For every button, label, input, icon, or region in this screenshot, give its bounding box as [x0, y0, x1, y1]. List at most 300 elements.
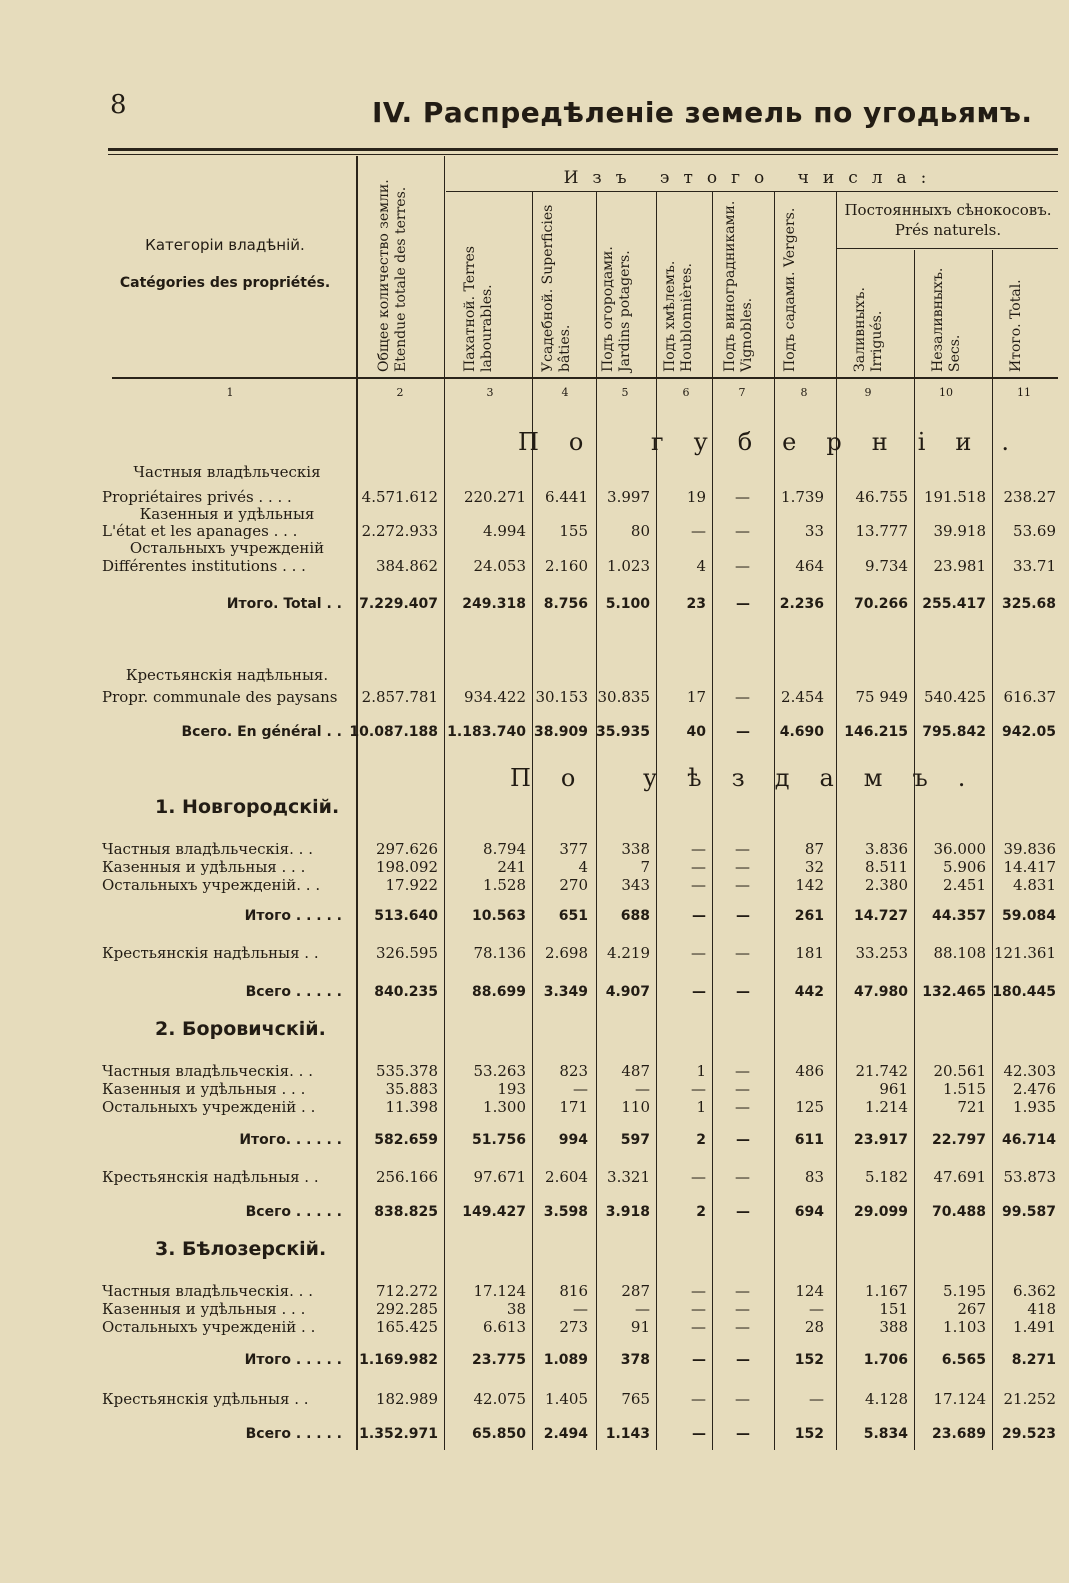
gubernia-row-3-label-0: Итого. Total . . — [226, 596, 342, 612]
district-2-row-5-label: Всего . . . . . — [245, 1204, 342, 1220]
gubernia-row-2-col-9: 9.734 — [865, 557, 908, 575]
district-2-row-1-col-3: 193 — [497, 1080, 526, 1098]
column-header-5: Подъ огородами. Jardins potagers. — [600, 246, 633, 372]
district-2-row-4-col-9: 5.182 — [865, 1168, 908, 1186]
district-3-row-3-col-3: 23.775 — [471, 1352, 526, 1368]
district-3-row-1-col-10: 267 — [957, 1300, 986, 1318]
column-rule-5 — [656, 192, 657, 1450]
district-1-row-3-col-8: 261 — [794, 908, 824, 924]
district-3-row-5-col-8: 152 — [794, 1426, 824, 1442]
district-2-row-1-col-7: — — [735, 1080, 750, 1098]
district-1-row-3-col-2: 513.640 — [374, 908, 438, 924]
district-3-row-4-col-3: 42.075 — [473, 1390, 526, 1408]
category-header-fr: Catégories des propriétés. — [119, 275, 331, 291]
district-3-row-4-col-5: 765 — [621, 1390, 650, 1408]
district-2-row-0-col-8: 486 — [795, 1062, 824, 1080]
column-header-4: Усадебной. Superficies bâties. — [540, 204, 573, 372]
district-3-row-5-col-9: 5.834 — [863, 1426, 908, 1442]
district-1-row-4-col-7: — — [735, 944, 750, 962]
column-rule-7 — [774, 192, 775, 1450]
district-1-row-2-col-4: 270 — [559, 876, 588, 894]
gubernia-row-2-col-5: 1.023 — [607, 557, 650, 575]
gubernia-row-1-col-9: 13.777 — [855, 522, 908, 540]
column-number-8: 8 — [800, 386, 808, 399]
district-2-row-3-col-3: 51.756 — [471, 1132, 526, 1148]
district-3-row-2-col-6: — — [691, 1318, 706, 1336]
column-number-1: 1 — [226, 386, 234, 399]
gubernia-row-2-col-11: 33.71 — [1013, 557, 1056, 575]
district-2-row-2-col-8: 125 — [795, 1098, 824, 1116]
district-1-row-2-col-3: 1.528 — [483, 876, 526, 894]
district-1-row-1-col-4: 4 — [578, 858, 588, 876]
district-3-row-1-col-2: 292.285 — [375, 1300, 438, 1318]
column-rule-4 — [596, 192, 597, 1450]
district-2-row-4-col-3: 97.671 — [473, 1168, 526, 1186]
district-2-row-0-col-11: 42.303 — [1003, 1062, 1056, 1080]
district-2-row-1-col-2: 35.883 — [385, 1080, 438, 1098]
district-3-row-3-col-7: — — [736, 1352, 750, 1368]
column-number-3: 3 — [486, 386, 494, 399]
gubernia-row-0-col-10: 191.518 — [923, 488, 986, 506]
gubernia-row-1-label-0: Казенныя и удѣльныя — [139, 505, 315, 523]
district-1-row-3-col-4: 651 — [558, 908, 588, 924]
district-3-row-5-col-3: 65.850 — [471, 1426, 526, 1442]
gubernia-row-1-col-3: 4.994 — [483, 522, 526, 540]
category-header-ru: Категоріи владѣній. — [145, 236, 305, 254]
district-3-row-5-col-11: 29.523 — [1001, 1426, 1056, 1442]
district-2-row-3-col-9: 23.917 — [853, 1132, 908, 1148]
district-1-row-1-col-11: 14.417 — [1003, 858, 1056, 876]
district-1-row-0-col-4: 377 — [559, 840, 588, 858]
district-2-row-2-col-6: 1 — [696, 1098, 706, 1116]
district-2-row-3-label: Итого. . . . . . — [239, 1132, 342, 1148]
column-rule-head — [444, 156, 445, 192]
gubernia-row-5-col-6: 40 — [686, 724, 706, 740]
column-rule-3 — [532, 192, 533, 1450]
meadows-header — [836, 200, 1060, 240]
district-2-row-2-col-7: — — [735, 1098, 750, 1116]
district-2-row-4-col-11: 53.873 — [1003, 1168, 1056, 1186]
gubernia-row-0-col-2: 4.571.612 — [361, 488, 438, 506]
district-3-row-0-label: Частныя владѣльческія. . . — [102, 1282, 313, 1300]
gubernia-row-3-col-6: 23 — [686, 596, 706, 612]
gubernia-row-1-col-5: 80 — [630, 522, 650, 540]
column-number-9: 9 — [864, 386, 872, 399]
gubernia-row-2-col-6: 4 — [696, 557, 706, 575]
district-2-row-4-col-8: 83 — [804, 1168, 824, 1186]
district-1-row-5-col-8: 442 — [794, 984, 824, 1000]
gubernia-row-2-col-8: 464 — [795, 557, 824, 575]
district-2-row-1-col-9: 961 — [879, 1080, 908, 1098]
district-2-row-2-col-11: 1.935 — [1013, 1098, 1056, 1116]
district-2-row-3-col-8: 611 — [794, 1132, 824, 1148]
district-1-row-0-label: Частныя владѣльческія. . . — [102, 840, 313, 858]
district-2-row-4-col-7: — — [735, 1168, 750, 1186]
district-1-row-5-col-4: 3.349 — [543, 984, 588, 1000]
district-3-row-5-label: Всего . . . . . — [245, 1426, 342, 1442]
column-header-9: Заливныхъ. Irrigués. — [852, 287, 885, 372]
district-2-row-1-col-11: 2.476 — [1013, 1080, 1056, 1098]
gubernia-row-4-col-6: 17 — [686, 688, 706, 706]
district-3-row-2-col-5: 91 — [630, 1318, 650, 1336]
district-3-row-0-col-2: 712.272 — [375, 1282, 438, 1300]
district-1-row-2-col-6: — — [691, 876, 706, 894]
district-1-row-3-label: Итого . . . . . — [244, 908, 342, 924]
gubernia-row-4-label-0: Крестьянскія надѣльныя. — [125, 666, 329, 684]
district-3-row-0-col-6: — — [691, 1282, 706, 1300]
district-3-row-3-col-5: 378 — [620, 1352, 650, 1368]
gubernia-row-5-col-10: 795.842 — [922, 724, 986, 740]
district-1-row-5-col-7: — — [736, 984, 750, 1000]
district-1-row-0-col-6: — — [691, 840, 706, 858]
gubernia-row-2-col-4: 2.160 — [545, 557, 588, 575]
gubernia-row-4-col-11: 616.37 — [1003, 688, 1056, 706]
district-3-row-2-col-2: 165.425 — [375, 1318, 438, 1336]
gubernia-row-5-label-0: Всего. En général . . — [181, 724, 342, 740]
district-1-row-2-label: Остальныхъ учрежденій. . . — [102, 876, 321, 894]
gubernia-row-5-col-5: 35.935 — [595, 724, 650, 740]
district-2-row-2-col-10: 721 — [957, 1098, 986, 1116]
district-2-row-0-col-10: 20.561 — [933, 1062, 986, 1080]
column-header-6: Подъ хмѣлемъ. Houblonnières. — [662, 260, 695, 372]
district-3-row-0-col-3: 17.124 — [473, 1282, 526, 1300]
district-3-row-4-col-8: — — [809, 1390, 824, 1408]
district-3-row-2-col-11: 1.491 — [1013, 1318, 1056, 1336]
district-1-row-4-col-4: 2.698 — [545, 944, 588, 962]
gubernia-row-2-label-0: Остальныхъ учрежденій — [129, 539, 325, 557]
district-1-row-2-col-2: 17.922 — [385, 876, 438, 894]
district-2-row-3-col-7: — — [736, 1132, 750, 1148]
district-2-row-5-col-2: 838.825 — [374, 1204, 438, 1220]
district-name-3: 3. Бѣлозерскій. — [155, 1238, 327, 1260]
page-title: IV. Распредѣленіе земель по угодьямъ. — [372, 96, 1033, 129]
district-2-row-5-col-4: 3.598 — [543, 1204, 588, 1220]
gubernia-row-4-col-3: 934.422 — [463, 688, 526, 706]
district-2-row-0-col-7: — — [735, 1062, 750, 1080]
district-1-row-3-col-9: 14.727 — [853, 908, 908, 924]
district-3-row-0-col-10: 5.195 — [943, 1282, 986, 1300]
gubernia-row-4-col-8: 2.454 — [781, 688, 824, 706]
district-1-row-5-col-2: 840.235 — [374, 984, 438, 1000]
district-1-row-4-col-8: 181 — [795, 944, 824, 962]
district-3-row-4-col-9: 4.128 — [865, 1390, 908, 1408]
district-2-row-4-col-10: 47.691 — [933, 1168, 986, 1186]
district-1-row-5-label: Всего . . . . . — [245, 984, 342, 1000]
gubernia-row-0-label-1: Propriétaires privés . . . . — [102, 488, 292, 506]
district-2-row-0-col-5: 487 — [621, 1062, 650, 1080]
gubernia-row-4-col-5: 30.835 — [597, 688, 650, 706]
column-number-11: 11 — [1017, 386, 1031, 399]
gubernia-row-2-col-2: 384.862 — [375, 557, 438, 575]
district-3-row-2-col-10: 1.103 — [943, 1318, 986, 1336]
column-rule-2 — [444, 192, 445, 1450]
district-2-row-0-col-6: 1 — [696, 1062, 706, 1080]
column-rule-8 — [836, 192, 837, 1450]
district-1-row-2-col-8: 142 — [795, 876, 824, 894]
district-1-row-3-col-5: 688 — [620, 908, 650, 924]
district-2-row-5-col-11: 99.587 — [1001, 1204, 1056, 1220]
district-2-row-4-col-2: 256.166 — [375, 1168, 438, 1186]
district-3-row-4-col-11: 21.252 — [1003, 1390, 1056, 1408]
district-1-row-1-col-3: 241 — [497, 858, 526, 876]
district-2-row-1-col-4: — — [573, 1080, 588, 1098]
gubernia-row-0-col-5: 3.997 — [607, 488, 650, 506]
gubernia-row-1-col-8: 33 — [804, 522, 824, 540]
gubernia-row-1-col-11: 53.69 — [1013, 522, 1056, 540]
district-3-row-4-col-10: 17.124 — [933, 1390, 986, 1408]
district-1-row-1-col-8: 32 — [804, 858, 824, 876]
district-2-row-3-col-5: 597 — [620, 1132, 650, 1148]
district-name-1: 1. Новгородскій. — [155, 796, 340, 818]
page-number: 8 — [110, 90, 127, 120]
district-name-2: 2. Боровичскій. — [155, 1018, 326, 1040]
district-3-row-5-col-4: 2.494 — [543, 1426, 588, 1442]
district-2-row-4-col-6: — — [691, 1168, 706, 1186]
column-number-5: 5 — [621, 386, 629, 399]
district-3-row-1-col-5: — — [635, 1300, 650, 1318]
district-1-row-0-col-5: 338 — [621, 840, 650, 858]
gubernia-row-2-col-10: 23.981 — [933, 557, 986, 575]
district-1-row-5-col-9: 47.980 — [853, 984, 908, 1000]
column-header-7: Подъ виноградниками. Vignobles. — [722, 200, 755, 372]
district-1-row-3-col-3: 10.563 — [471, 908, 526, 924]
gubernia-row-1-label-1: L'état et les apanages . . . — [102, 522, 298, 540]
district-1-row-1-label: Казенныя и удѣльныя . . . — [102, 858, 306, 876]
gubernia-row-3-col-2: 7.229.407 — [359, 596, 438, 612]
column-header-11: Итого. Total. — [1008, 279, 1024, 372]
district-3-row-3-col-9: 1.706 — [863, 1352, 908, 1368]
district-3-row-2-col-3: 6.613 — [483, 1318, 526, 1336]
column-number-7: 7 — [738, 386, 746, 399]
iz-etogo-rule — [446, 191, 1058, 192]
gubernia-row-3-col-10: 255.417 — [922, 596, 986, 612]
district-3-row-4-label: Крестьянскія удѣльныя . . — [102, 1390, 309, 1408]
district-3-row-0-col-11: 6.362 — [1013, 1282, 1056, 1300]
district-1-row-2-col-7: — — [735, 876, 750, 894]
gubernia-row-5-col-7: — — [736, 724, 750, 740]
district-1-row-2-col-9: 2.380 — [865, 876, 908, 894]
gubernia-row-2-col-3: 24.053 — [473, 557, 526, 575]
district-1-row-1-col-9: 8.511 — [865, 858, 908, 876]
gubernia-row-3-col-3: 249.318 — [462, 596, 526, 612]
gubernia-row-3-col-7: — — [736, 596, 750, 612]
gubernia-row-0-col-11: 238.27 — [1003, 488, 1056, 506]
district-2-row-4-col-4: 2.604 — [545, 1168, 588, 1186]
district-2-row-0-col-4: 823 — [559, 1062, 588, 1080]
district-1-row-5-col-5: 4.907 — [605, 984, 650, 1000]
gubernia-row-4-col-9: 75 949 — [855, 688, 908, 706]
gubernia-row-0-col-8: 1.739 — [781, 488, 824, 506]
district-2-row-1-label: Казенныя и удѣльныя . . . — [102, 1080, 306, 1098]
district-3-row-1-col-9: 151 — [879, 1300, 908, 1318]
gubernia-row-4-col-2: 2.857.781 — [361, 688, 438, 706]
gubernia-row-3-col-11: 325.68 — [1001, 596, 1056, 612]
gubernia-row-4-col-10: 540.425 — [923, 688, 986, 706]
district-2-row-3-col-2: 582.659 — [374, 1132, 438, 1148]
district-1-row-3-col-7: — — [736, 908, 750, 924]
gubernia-row-0-col-7: — — [735, 488, 750, 506]
district-3-row-1-col-11: 418 — [1027, 1300, 1056, 1318]
district-3-row-5-col-6: — — [692, 1426, 706, 1442]
district-3-row-0-col-9: 1.167 — [865, 1282, 908, 1300]
gubernia-row-5-col-8: 4.690 — [779, 724, 824, 740]
district-2-row-0-label: Частныя владѣльческія. . . — [102, 1062, 313, 1080]
gubernia-row-5-col-9: 146.215 — [844, 724, 908, 740]
district-2-row-2-col-3: 1.300 — [483, 1098, 526, 1116]
district-1-row-0-col-2: 297.626 — [375, 840, 438, 858]
district-1-row-4-col-11: 121.361 — [993, 944, 1056, 962]
district-3-row-3-col-4: 1.089 — [543, 1352, 588, 1368]
district-3-row-4-col-6: — — [691, 1390, 706, 1408]
district-3-row-0-col-5: 287 — [621, 1282, 650, 1300]
gubernia-row-3-col-9: 70.266 — [853, 596, 908, 612]
top-rule — [108, 148, 1058, 151]
district-1-row-3-col-11: 59.084 — [1001, 908, 1056, 924]
gubernia-row-1-col-4: 155 — [559, 522, 588, 540]
district-3-row-3-col-11: 8.271 — [1011, 1352, 1056, 1368]
district-1-row-1-col-6: — — [691, 858, 706, 876]
district-1-row-2-col-11: 4.831 — [1013, 876, 1056, 894]
district-3-row-3-col-2: 1.169.982 — [359, 1352, 438, 1368]
district-3-row-3-col-8: 152 — [794, 1352, 824, 1368]
district-3-row-3-col-6: — — [692, 1352, 706, 1368]
district-1-row-5-col-3: 88.699 — [471, 984, 526, 1000]
district-3-row-1-label: Казенныя и удѣльныя . . . — [102, 1300, 306, 1318]
gubernia-row-1-col-7: — — [735, 522, 750, 540]
district-1-row-4-col-6: — — [691, 944, 706, 962]
gubernia-row-5-col-11: 942.05 — [1001, 724, 1056, 740]
district-1-row-4-col-5: 4.219 — [607, 944, 650, 962]
column-number-2: 2 — [396, 386, 404, 399]
district-3-row-2-col-9: 388 — [879, 1318, 908, 1336]
district-2-row-5-col-10: 70.488 — [931, 1204, 986, 1220]
district-3-row-4-col-4: 1.405 — [545, 1390, 588, 1408]
gubernia-row-1-col-10: 39.918 — [933, 522, 986, 540]
district-1-row-2-col-5: 343 — [621, 876, 650, 894]
column-header-10: Незаливныхъ. Secs. — [930, 267, 963, 372]
district-1-row-1-col-7: — — [735, 858, 750, 876]
district-2-row-4-col-5: 3.321 — [607, 1168, 650, 1186]
column-rule-6 — [712, 192, 713, 1450]
section-uezd: По уѣздамъ. — [510, 764, 996, 792]
district-2-row-0-col-3: 53.263 — [473, 1062, 526, 1080]
district-2-row-2-col-4: 171 — [559, 1098, 588, 1116]
district-1-row-1-col-2: 198.092 — [375, 858, 438, 876]
district-1-row-1-col-5: 7 — [640, 858, 650, 876]
meadows-header-fr: Prés naturels. — [894, 221, 1002, 239]
gubernia-row-3-col-5: 5.100 — [605, 596, 650, 612]
column-rule-1 — [356, 156, 358, 1450]
district-3-row-1-col-3: 38 — [506, 1300, 526, 1318]
district-3-row-1-col-6: — — [691, 1300, 706, 1318]
column-header-8: Подъ садами. Vergers. — [782, 207, 798, 372]
district-1-row-0-col-7: — — [735, 840, 750, 858]
district-2-row-5-col-3: 149.427 — [462, 1204, 526, 1220]
district-2-row-5-col-6: 2 — [696, 1204, 706, 1220]
gubernia-row-5-col-3: 1.183.740 — [447, 724, 526, 740]
district-2-row-3-col-4: 994 — [558, 1132, 588, 1148]
gubernia-row-1-col-2: 2.272.933 — [361, 522, 438, 540]
gubernia-row-0-col-4: 6.441 — [545, 488, 588, 506]
gubernia-row-3-col-4: 8.756 — [543, 596, 588, 612]
district-3-row-2-label: Остальныхъ учрежденій . . — [102, 1318, 316, 1336]
district-2-row-1-col-6: — — [691, 1080, 706, 1098]
district-2-row-0-col-9: 21.742 — [855, 1062, 908, 1080]
district-2-row-5-col-8: 694 — [794, 1204, 824, 1220]
gubernia-row-0-col-6: 19 — [686, 488, 706, 506]
district-1-row-4-col-3: 78.136 — [473, 944, 526, 962]
district-3-row-3-col-10: 6.565 — [941, 1352, 986, 1368]
district-1-row-2-col-10: 2.451 — [943, 876, 986, 894]
gubernia-row-4-col-7: — — [735, 688, 750, 706]
district-1-row-4-label: Крестьянскія надѣльныя . . — [102, 944, 319, 962]
district-1-row-1-col-10: 5.906 — [943, 858, 986, 876]
district-2-row-2-col-2: 11.398 — [385, 1098, 438, 1116]
district-1-row-5-col-10: 132.465 — [922, 984, 986, 1000]
district-1-row-0-col-3: 8.794 — [483, 840, 526, 858]
gubernia-row-0-label-0: Частныя владѣльческія — [133, 463, 321, 481]
district-2-row-1-col-5: — — [635, 1080, 650, 1098]
district-2-row-5-col-5: 3.918 — [605, 1204, 650, 1220]
district-3-row-0-col-7: — — [735, 1282, 750, 1300]
district-3-row-5-col-10: 23.689 — [931, 1426, 986, 1442]
district-2-row-5-col-7: — — [736, 1204, 750, 1220]
district-3-row-4-col-2: 182.989 — [375, 1390, 438, 1408]
district-3-row-5-col-7: — — [736, 1426, 750, 1442]
column-number-4: 4 — [561, 386, 569, 399]
district-1-row-5-col-6: — — [692, 984, 706, 1000]
gubernia-row-5-col-4: 38.909 — [533, 724, 588, 740]
district-3-row-5-col-2: 1.352.971 — [359, 1426, 438, 1442]
district-2-row-2-col-5: 110 — [621, 1098, 650, 1116]
district-2-row-1-col-10: 1.515 — [943, 1080, 986, 1098]
gubernia-row-4-label-1: Propr. communale des paysans — [102, 688, 338, 706]
pres-rule — [836, 248, 1058, 249]
district-1-row-4-col-2: 326.595 — [375, 944, 438, 962]
district-3-row-3-label: Итого . . . . . — [244, 1352, 342, 1368]
district-1-row-0-col-9: 3.836 — [865, 840, 908, 858]
meadows-header-ru: Постоянныхъ сѣнокосовъ. — [844, 201, 1052, 219]
district-3-row-2-col-8: 28 — [804, 1318, 824, 1336]
column-header-2: Общее количество земли. Etendue totale des terres. — [376, 179, 409, 372]
gubernia-row-5-col-2: 10.087.188 — [349, 724, 438, 740]
district-2-row-4-label: Крестьянскія надѣльныя . . — [102, 1168, 319, 1186]
gubernia-row-3-col-8: 2.236 — [779, 596, 824, 612]
district-1-row-3-col-10: 44.357 — [931, 908, 986, 924]
gubernia-row-2-label-1: Différentes institutions . . . — [102, 557, 306, 575]
district-3-row-4-col-7: — — [735, 1390, 750, 1408]
gubernia-row-0-col-3: 220.271 — [463, 488, 526, 506]
district-3-row-1-col-7: — — [735, 1300, 750, 1318]
gubernia-row-2-col-7: — — [735, 557, 750, 575]
district-3-row-2-col-4: 273 — [559, 1318, 588, 1336]
district-2-row-0-col-2: 535.378 — [375, 1062, 438, 1080]
gubernia-row-1-col-6: — — [691, 522, 706, 540]
district-1-row-4-col-10: 88.108 — [933, 944, 986, 962]
district-3-row-0-col-4: 816 — [559, 1282, 588, 1300]
district-1-row-5-col-11: 180.445 — [992, 984, 1056, 1000]
district-1-row-3-col-6: — — [692, 908, 706, 924]
district-1-row-0-col-8: 87 — [804, 840, 824, 858]
section-gubernia: По губерніи. — [518, 428, 1040, 456]
header-bottom-rule — [112, 377, 1058, 379]
district-1-row-4-col-9: 33.253 — [855, 944, 908, 962]
top-rule-thin — [108, 154, 1058, 155]
column-number-10: 10 — [939, 386, 953, 399]
district-2-row-3-col-11: 46.714 — [1001, 1132, 1056, 1148]
district-3-row-5-col-5: 1.143 — [605, 1426, 650, 1442]
district-2-row-3-col-6: 2 — [696, 1132, 706, 1148]
